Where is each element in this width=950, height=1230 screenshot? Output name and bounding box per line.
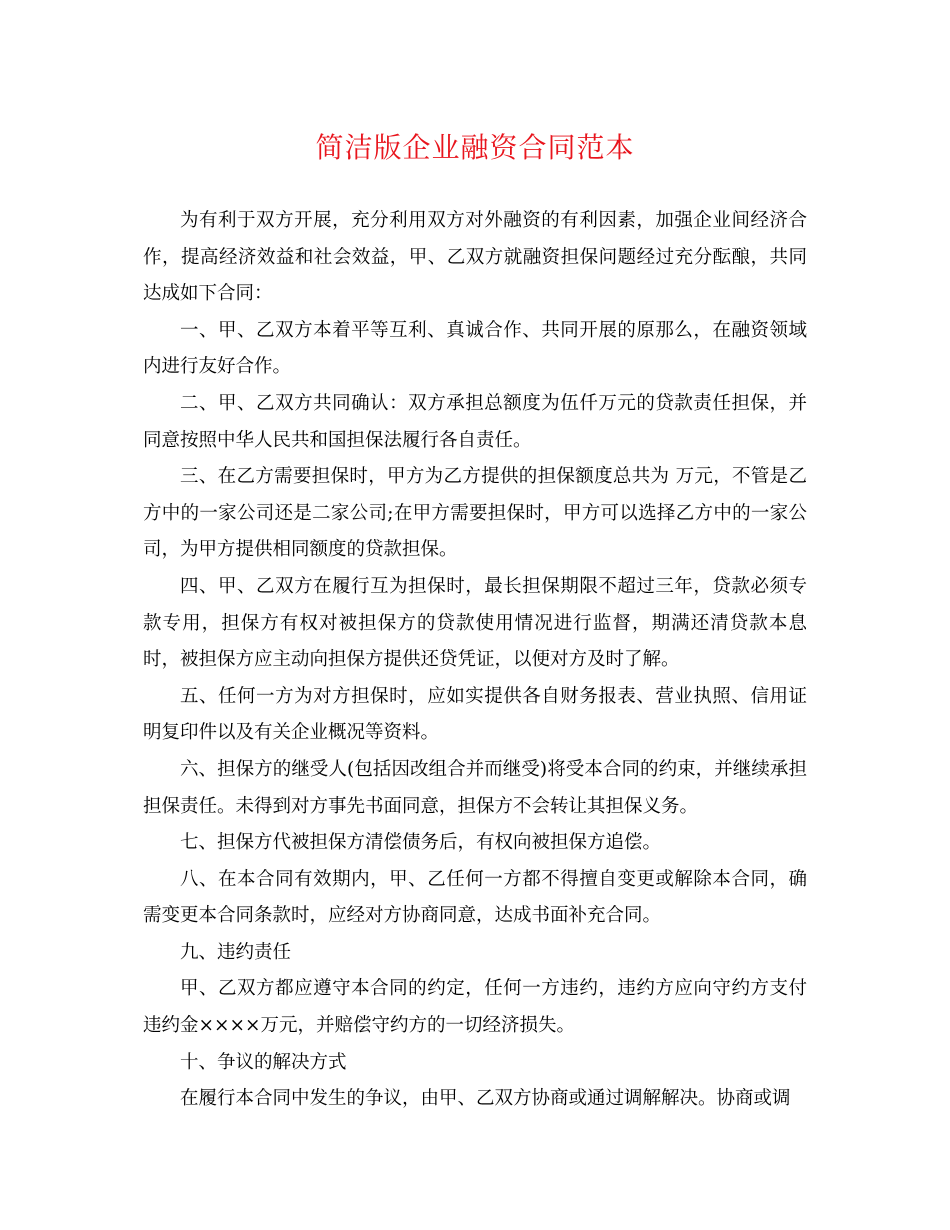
section-heading-dispute: 十、争议的解决方式 [180, 1051, 347, 1073]
paragraph-clause-7: 七、担保方代被担保方清偿债务后，有权向被担保方追偿。 [180, 832, 662, 854]
paragraph-clause-1: 一、甲、乙双方本着平等互利、真诚合作、共同开展的原那么，在融资领域内进行友好合作。 [143, 319, 807, 378]
paragraph-clause-6: 六、担保方的继受人(包括因改组合并而继受)将受本合同的约束，并继续承担担保责任。未得到对方事先书面同意，担保方不会转让其担保义务。 [143, 758, 807, 817]
paragraph-clause-8: 八、在本合同有效期内，甲、乙任何一方都不得擅自变更或解除本合同，确需变更本合同条款时，应经对方协商同意，达成书面补充合同。 [143, 868, 807, 927]
paragraph-clause-4: 四、甲、乙双方在履行互为担保时，最长担保期限不超过三年，贷款必须专款专用，担保方有权对被担保方的贷款使用情况进行监督，期满还清贷款本息时，被担保方应主动向担保方提供还贷凭证，以便对方及时了解。 [143, 575, 807, 671]
section-heading-breach: 九、违约责任 [180, 941, 292, 963]
paragraph-intro: 为有利于双方开展，充分利用双方对外融资的有利因素，加强企业间经济合作，提高经济效益和社会效益，甲、乙双方就融资担保问题经过充分酝酿，共同达成如下合同： [143, 210, 807, 305]
document-body [143, 203, 807, 1118]
paragraph-breach: 甲、乙双方都应遵守本合同的约定，任何一方违约，违约方应向守约方支付违约金××××万元，并赔偿守约方的一切经济损失。 [143, 978, 807, 1037]
paragraph-clause-2: 二、甲、乙双方共同确认：双方承担总额度为伍仟万元的贷款责任担保，并同意按照中华人民共和国担保法履行各自责任。 [143, 392, 807, 451]
document-title: 简洁版企业融资合同范本 [315, 131, 635, 164]
paragraph-clause-3: 三、在乙方需要担保时，甲方为乙方提供的担保额度总共为 万元，不管是乙方中的一家公司还是二家公司;在甲方需要担保时，甲方可以选择乙方中的一家公司，为甲方提供相同额度的贷款担保。 [143, 466, 807, 561]
paragraph-clause-5: 五、任何一方为对方担保时，应如实提供各自财务报表、营业执照、信用证明复印件以及有关企业概况等资料。 [143, 685, 807, 744]
paragraph-dispute: 在履行本合同中发生的争议，由甲、乙双方协商或通过调解解决。协商或调 [180, 1088, 791, 1110]
